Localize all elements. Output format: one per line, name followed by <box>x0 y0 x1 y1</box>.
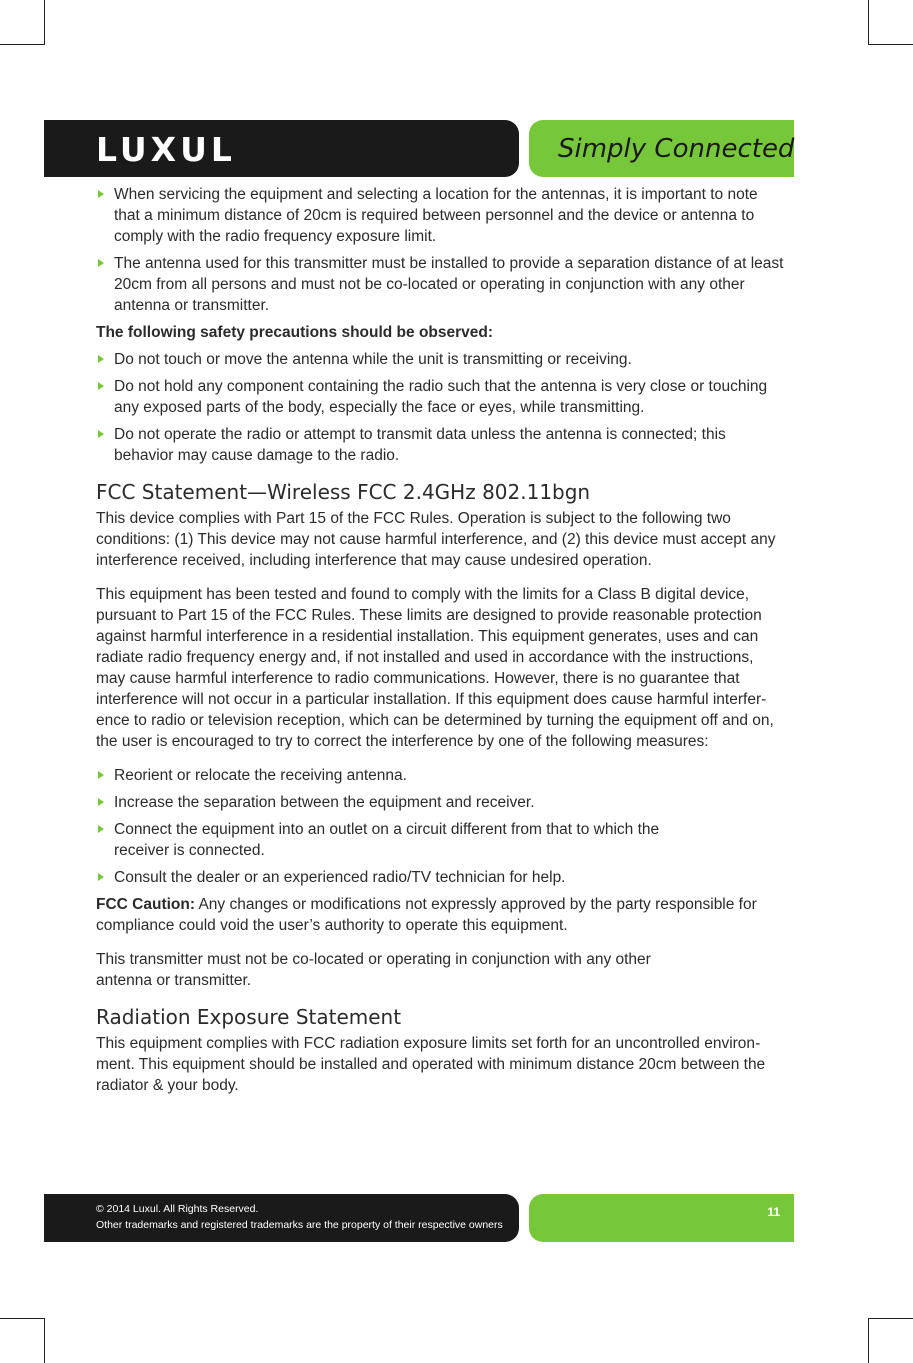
crop-mark <box>44 1318 45 1363</box>
footer-trademarks: Other trademarks and registered trademarks are the property of their respective owners <box>96 1219 503 1231</box>
footer-copyright: © 2014 Luxul. All Rights Reserved. <box>96 1203 259 1215</box>
bullet-arrow-icon <box>98 190 104 198</box>
list-item: When servicing the equipment and selecting a location for the antennas, it is important to note that a minimum distance of 20cm is required between personnel and the device or antenna to comply with the radio frequency exposure limit. <box>96 184 786 247</box>
list-item: The antenna used for this transmitter must be installed to provide a separation distance of at least 20cm from all persons and must not be co-located or operating in conjunction with any other antenna or transmitter. <box>96 253 786 316</box>
bullet-arrow-icon <box>98 873 104 881</box>
logo-text: LUXUL <box>96 129 236 169</box>
fcc-caution-text: Any changes or modiﬁcations not expressly approved by the party responsible for compliance could void the user’s authority to operate this equipment. <box>96 896 757 934</box>
crop-mark <box>0 44 45 45</box>
list-item: Do not hold any component containing the radio such that the antenna is very close or touching any exposed parts of the body, especially the face or eyes, while transmitting. <box>96 376 786 418</box>
bullet-arrow-icon <box>98 825 104 833</box>
bullet-arrow-icon <box>98 355 104 363</box>
crop-mark <box>868 44 913 45</box>
crop-mark <box>0 1318 45 1319</box>
fcc-paragraph-1: This device complies with Part 15 of the FCC Rules. Operation is subject to the following two conditions: (1) This device may not cause harmful interference, and (2) this device must accept any interference received, including interference that may cause undesired operation. <box>96 510 776 569</box>
list-item: Reorient or relocate the receiving antenna. <box>96 765 786 786</box>
safety-heading: The following safety precautions should be observed: <box>96 324 494 341</box>
bullet-arrow-icon <box>98 798 104 806</box>
bullet-arrow-icon <box>98 259 104 267</box>
bullet-arrow-icon <box>98 382 104 390</box>
crop-mark <box>44 0 45 45</box>
luxul-logo <box>96 129 236 169</box>
list-item: Consult the dealer or an experienced radio/TV technician for help. <box>96 867 786 888</box>
fcc-paragraph-2: This equipment has been tested and found to comply with the limits for a Class B digital device, pursuant to Part 15 of the FCC Rules. These limits are designed to provide reasonable protection against harmful interference in a residential installation. This equipment generates, uses and can radiate radio frequency energy and, if not installed and used in accordance with the instructions, may cause harmful interference to radio communications. However, there is no guarantee that interference will not occur in a particular installation. If this equipment does cause harmful interference to radio or television reception, which can be determined by turning the equipment off and on, the user is encouraged to try to correct the interference by one of the following measures: <box>96 586 774 750</box>
transmitter-note: This transmitter must not be co-located or operating in conjunction with any other antenna or transmitter. <box>96 951 651 989</box>
list-item: Increase the separation between the equipment and receiver. <box>96 792 786 813</box>
radiation-text: This equipment complies with FCC radiation exposure limits set forth for an uncontrolled environment. This equipment should be installed and operated with minimum distance 20cm between the radiator & your body. <box>96 1035 766 1094</box>
tagline: Simply Connected <box>558 134 795 164</box>
list-item: Connect the equipment into an outlet on a circuit different from that to which the receiver is connected. <box>96 819 786 861</box>
list-item: Do not operate the radio or attempt to transmit data unless the antenna is connected; this behavior may cause damage to the radio. <box>96 424 786 466</box>
page-content <box>96 184 786 1109</box>
fcc-caution <box>96 894 786 936</box>
fcc-caution-label: FCC Caution: <box>96 896 196 913</box>
radiation-heading: Radiation Exposure Statement <box>96 1005 402 1029</box>
crop-mark <box>868 0 869 45</box>
crop-mark <box>868 1318 869 1363</box>
bullet-arrow-icon <box>98 430 104 438</box>
bullet-arrow-icon <box>98 771 104 779</box>
crop-mark <box>868 1318 913 1319</box>
footer-bar <box>44 1194 519 1242</box>
list-item: Do not touch or move the antenna while the unit is transmitting or receiving. <box>96 349 786 370</box>
page-number: 11 <box>767 1205 780 1219</box>
fcc-heading: FCC Statement—Wireless FCC 2.4GHz 802.11bgn <box>96 480 591 504</box>
